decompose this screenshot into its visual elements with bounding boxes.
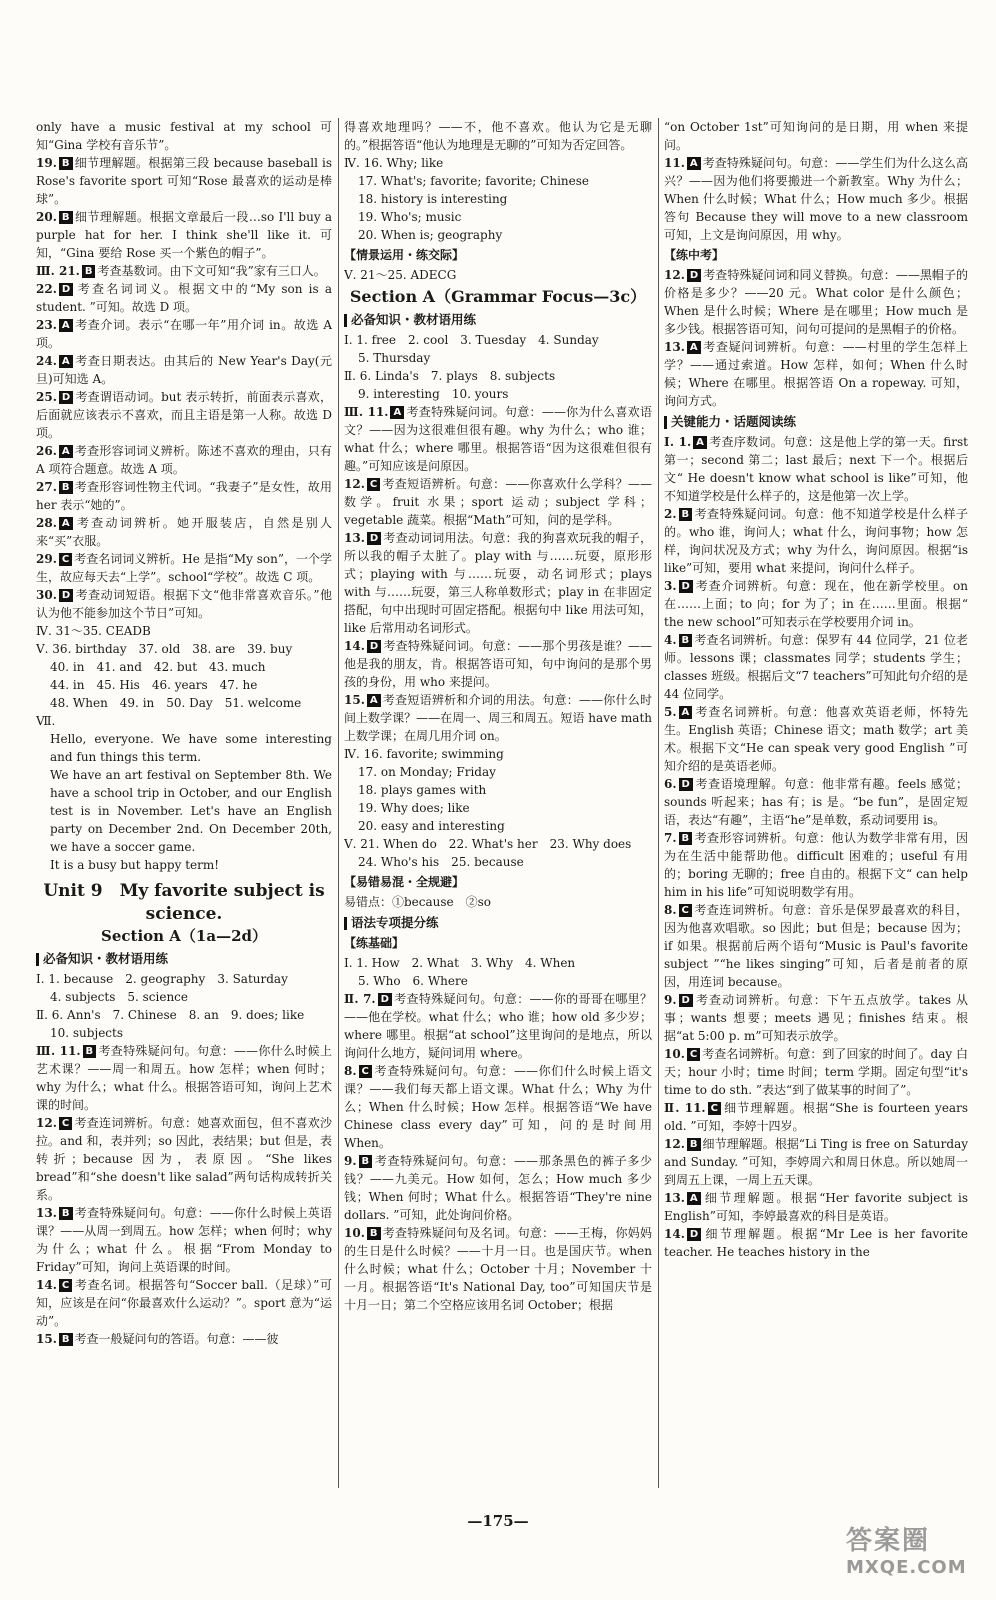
section-bar-marker	[344, 314, 347, 327]
item-explanation: 细节理解题。根据“She is fourteen years old. ”可知，李婷十四岁。	[664, 1101, 968, 1133]
watermark-url: MXQE.COM	[846, 1557, 967, 1578]
subsection-heading: 【情景运用・练交际】	[344, 248, 465, 262]
answer-choice-badge: A	[687, 341, 701, 354]
item-number: 8.	[664, 903, 677, 917]
answer-item	[36, 550, 332, 586]
answer-item	[664, 1225, 968, 1261]
item-explanation: 考查动词词用法。句意：我的狗喜欢玩我的帽子，所以我的帽子太脏了。play with 与……玩耍，原形形式；playing with 与……玩耍，动名词形式；plays with 与……玩耍，第三人称单数形式；play in 在非固定搭配，句中出现时可固定搭配。根据句中 like 用法可知，like 后常用动名词形式。	[344, 531, 652, 635]
answer-item	[664, 991, 968, 1045]
item-explanation: 考查介词。表示“在哪一年”用介词 in。故选 A 项。	[36, 318, 332, 350]
text-line: Ⅰ. 1. free 2. cool 3. Tuesday 4. Sunday	[344, 333, 599, 347]
answer-choice-badge: A	[693, 436, 707, 449]
answer-item	[36, 1114, 332, 1204]
answer-item	[36, 586, 332, 622]
column-right	[664, 118, 968, 1488]
answer-choice-badge: C	[59, 553, 72, 566]
answer-choice-badge: A	[59, 355, 73, 368]
answer-item	[664, 703, 968, 775]
text-line-indented: Hello, everyone. We have some interesting and fun things this term.	[50, 732, 332, 764]
answer-choice-badge: D	[367, 640, 381, 653]
answer-item	[664, 775, 968, 829]
section-bar	[664, 413, 968, 431]
text-line-indented: 40. in 41. and 42. but 43. much	[50, 660, 266, 674]
item-number: 9.	[664, 993, 677, 1007]
item-explanation: 考查名词。根据答句“Soccer ball.（足球）”可知，应该是在问“你最喜欢什么运动？”。sport 意为“运动”。	[36, 1278, 332, 1328]
text-line-indented: 18. history is interesting	[358, 192, 508, 206]
answer-choice-badge: C	[367, 478, 380, 491]
answer-item	[664, 266, 968, 338]
item-explanation: 考查名词词义辨析。He 是指“My son”，一个学生，故应每天去“上学”。school“学校”。故选 C 项。	[36, 552, 332, 584]
answer-item	[36, 154, 332, 208]
column-middle	[344, 118, 652, 1488]
text-line-indented: 20. When is; geography	[358, 228, 503, 242]
item-number: 29.	[36, 552, 57, 566]
section-bar	[344, 914, 652, 932]
answer-choice-badge: C	[679, 904, 692, 917]
item-number: 23.	[36, 318, 57, 332]
answer-item	[344, 691, 652, 745]
text-line: only have a music festival at my school 可知“Gina 学校有音乐节”。	[36, 120, 332, 152]
answer-choice-badge: D	[378, 993, 392, 1006]
item-explanation: 考查序数词。句意：这是他上学的第一天。first 第一；second 第二；last 最后；next 下一个。根据后文“ He doesn't know what school is like”可知，他不知道学校是什么样子的，这是他第一次上学。	[664, 435, 968, 503]
item-number: 15.	[36, 1332, 57, 1346]
answer-item	[36, 478, 332, 514]
answer-choice-badge: D	[59, 589, 73, 602]
answer-choice-badge: B	[687, 1138, 701, 1151]
item-explanation: 考查日期表达。由其后的 New Year's Day(元旦)可知选 A。	[36, 354, 332, 386]
item-explanation: 考查谓语动词。but 表示转折，前面表示喜欢，后面就应该表示不喜欢，而且主语是第一人称。故选 D 项。	[36, 390, 332, 440]
answer-choice-badge: D	[59, 391, 73, 404]
answer-item	[36, 316, 332, 352]
answer-item	[664, 505, 968, 577]
answer-choice-badge: C	[59, 1279, 72, 1292]
text-line: Ⅶ.	[36, 714, 56, 728]
answer-choice-badge: B	[679, 832, 693, 845]
answer-item	[664, 1189, 968, 1225]
subsection-heading: 【易错易混・全规避】	[344, 875, 465, 889]
section-bar-marker	[36, 953, 39, 966]
answer-item	[36, 388, 332, 442]
item-number: 8.	[344, 1064, 357, 1078]
item-explanation: 考查特殊疑问句。句意：——那条黑色的裤子多少钱？——九美元。How 如何，怎么；How much 多少钱；When 何时；What 什么。根据答语“They're nine dollars. ”可知，此处询问价格。	[344, 1154, 652, 1222]
answer-item	[36, 1330, 332, 1348]
item-number: 25.	[36, 390, 57, 404]
answer-choice-badge: B	[59, 157, 73, 170]
item-number: 19.	[36, 156, 57, 170]
item-number: Ⅲ. 11.	[36, 1044, 81, 1058]
item-number: 9.	[344, 1154, 357, 1168]
item-number: Ⅲ. 11.	[344, 405, 389, 419]
answer-choice-badge: B	[59, 1333, 73, 1346]
answer-choice-badge: B	[83, 1045, 97, 1058]
item-explanation: 考查短语辨析。句意：——你喜欢什么学科？——数学。fruit 水果；sport 运动；subject 学科；vegetable 蔬菜。根据“Math”可知，问的是学科。	[344, 477, 652, 527]
item-number: Ⅲ. 21.	[36, 264, 80, 278]
text-line: 易错点：①because ②so	[344, 895, 492, 909]
answer-item	[664, 1045, 968, 1099]
item-explanation: 考查名词辨析。句意：他喜欢英语老师，怀特先生。English 英语；Chinese 语文；math 数学；art 美术。根据下文“He can speak very good English ”可知介绍的是英语老师。	[664, 705, 968, 773]
answer-choice-badge: B	[359, 1155, 373, 1168]
answer-item	[36, 1042, 332, 1114]
text-line: Ⅴ. 36. birthday 37. old 38. are 39. buy	[36, 642, 293, 656]
item-number: 14.	[36, 1278, 57, 1292]
item-explanation: 考查特殊疑问句。句意：——你什么时候上英语课？——从周一到周五。how 怎样；when 何时；why 为什么；what 什么。根据“From Monday to Friday”可知，询问上英语课的时间。	[36, 1206, 332, 1274]
item-number: 26.	[36, 444, 57, 458]
text-line-indented: 4. subjects 5. science	[50, 990, 188, 1004]
item-explanation: 考查特殊疑问句。句意：——学生们为什么这么高兴？——因为他们将要搬进一个新教室。Why 为什么；When 什么时候；What 什么；How much 多少。根据答句 Because they will move to a new classroom 可知，上文是询问原因，用 why。	[664, 156, 968, 242]
answer-item	[344, 1224, 652, 1314]
item-number: 22.	[36, 282, 57, 296]
section-title: Section A（1a—2d）	[101, 927, 267, 945]
section-bar-title: 关键能力・话题阅读练	[671, 414, 797, 429]
item-explanation: 考查疑问词辨析。句意：——村里的学生怎样上学？——通过索道。How 怎样，如何；When 什么时候；Where 在哪里。根据答语 On a ropeway. 可知，询问方式。	[664, 340, 968, 408]
item-number: 7.	[664, 831, 677, 845]
answer-choice-badge: B	[59, 1207, 73, 1220]
answer-item	[36, 262, 332, 280]
item-explanation: 细节理解题。根据“Li Ting is free on Saturday and Sunday. ”可知，李婷周六和周日休息。所以她周一到周五上课，一周上五天课。	[664, 1137, 968, 1187]
text-line-indented: 17. on Monday; Friday	[358, 765, 496, 779]
watermark-logo	[846, 1520, 974, 1580]
text-line: Ⅴ. 21. When do 22. What's her 23. Why does	[344, 837, 632, 851]
item-explanation: 细节理解题。根据第三段 because baseball is Rose's favorite sport 可知“Rose 最喜欢的运动是棒球”。	[36, 156, 332, 206]
subsection-heading: 【练中考】	[664, 248, 725, 262]
page-number: —175—	[467, 1512, 529, 1530]
text-line-indented: 5. Who 6. Where	[358, 974, 468, 988]
item-explanation: 考查短语辨析和介词的用法。句意：——你什么时间上数学课？——在周一、周三和周五。短语 have math 上数学课；在周几用介词 on。	[344, 693, 652, 743]
answer-choice-badge: A	[59, 517, 73, 530]
item-explanation: 细节理解题。根据“Her favorite subject is English”可知，李婷最喜欢的科目是英语。	[664, 1191, 968, 1223]
item-number: 24.	[36, 354, 57, 368]
item-explanation: 考查名词辨析。句意：保罗有 44 位同学，21 位老师。lessons 课；classmates 同学；students 学生；classes 班级。根据后文“7 teachers”可知此句介绍的是 44 位同学。	[664, 633, 968, 701]
item-number: Ⅱ. 7.	[344, 992, 376, 1006]
section-bar-title: 必备知识・教材语用练	[43, 951, 169, 966]
item-number: 27.	[36, 480, 57, 494]
text-line: Ⅴ. 21～25. ADECG	[344, 268, 457, 282]
item-number: Ⅰ. 1.	[664, 435, 692, 449]
answer-item	[36, 514, 332, 550]
text-line-indented: 17. What's; favorite; favorite; Chinese	[358, 174, 589, 188]
answer-page	[0, 118, 996, 1558]
item-explanation: 考查形容词词义辨析。陈述不喜欢的理由，只有 A 项符合题意。故选 A 项。	[36, 444, 332, 476]
answer-item	[664, 1099, 968, 1135]
item-explanation: 考查名词辨析。句意：到了回家的时间了。day 白天；hour 小时；time 时间；term 学期。固定句型“it's time to do sth. ”表达“到了做某事的时间了”。	[664, 1047, 968, 1097]
answer-choice-badge: C	[59, 1117, 72, 1130]
item-number: 5.	[664, 705, 677, 719]
item-number: 28.	[36, 516, 57, 530]
answer-item	[664, 577, 968, 631]
section-bar-marker	[344, 917, 347, 930]
item-number: 14.	[664, 1227, 685, 1241]
item-number: 10.	[664, 1047, 685, 1061]
answer-item	[664, 829, 968, 901]
text-line: Ⅱ. 6. Ann's 7. Chinese 8. an 9. does; like	[36, 1008, 305, 1022]
unit-title: Unit 9 My favorite subject is science.	[43, 881, 325, 924]
column-divider	[658, 118, 659, 1488]
item-number: 14.	[344, 639, 365, 653]
answer-choice-badge: B	[82, 265, 96, 278]
text-line-indented: 10. subjects	[50, 1026, 123, 1040]
answer-choice-badge: A	[390, 406, 404, 419]
subsection-heading: 【练基础】	[344, 936, 405, 950]
answer-choice-badge: B	[367, 1227, 381, 1240]
answer-item	[664, 1135, 968, 1189]
item-number: 3.	[664, 579, 677, 593]
answer-item	[36, 442, 332, 478]
watermark-text: 答案圈	[846, 1526, 931, 1556]
answer-item	[36, 352, 332, 388]
text-line-indented: 9. interesting 10. yours	[358, 387, 509, 401]
item-explanation: 考查形容词性物主代词。“我妻子”是女性，故用 her 表示“她的”。	[36, 480, 332, 512]
answer-choice-badge: B	[679, 634, 693, 647]
text-line-indented: 19. Why does; like	[358, 801, 470, 815]
item-explanation: 考查特殊疑问词。句意：——那个男孩是谁？——他是我的朋友，肯。根据答语可知，句中询问的是那个男孩的身份，用 who 来提问。	[344, 639, 652, 689]
item-explanation: 考查形容词辨析。句意：他认为数学非常有用，因为在生活中能帮助他。difficult 困难的；useful 有用的；boring 无聊的；free 自由的。根据下文“ can help him in his life”可知说明数学有用。	[664, 831, 968, 899]
text-line: Ⅳ. 16. Why; like	[344, 156, 444, 170]
text-line: Ⅳ. 31～35. CEADB	[36, 624, 151, 638]
answer-choice-badge: A	[59, 319, 73, 332]
text-line-indented: 48. When 49. in 50. Day 51. welcome	[50, 696, 302, 710]
answer-choice-badge: B	[679, 508, 693, 521]
answer-choice-badge: D	[679, 580, 693, 593]
answer-choice-badge: C	[359, 1065, 372, 1078]
answer-choice-badge: A	[687, 1192, 701, 1205]
answer-choice-badge: C	[708, 1102, 721, 1115]
item-number: 13.	[664, 340, 685, 354]
item-number: 12.	[664, 1137, 685, 1151]
answer-choice-badge: D	[687, 269, 701, 282]
item-number: 20.	[36, 210, 57, 224]
answer-item	[36, 208, 332, 262]
item-number: 13.	[36, 1206, 57, 1220]
answer-choice-badge: B	[59, 211, 73, 224]
item-number: 12.	[36, 1116, 57, 1130]
item-explanation: 考查特殊疑问句。句意：——你的哥哥在哪里？——他在学校。what 什么；who 谁；how old 多少岁；where 哪里。根据“at school”这里询问的是地点，所以询问什么地方，疑问词用 where。	[344, 992, 652, 1060]
text-line: “on October 1st”可知询问的是日期，用 when 来提问。	[664, 120, 968, 152]
item-explanation: 考查连词辨析。句意：音乐是保罗最喜欢的科目，因为他喜欢唱歌。so 因此；but 但是；because 因为；if 如果。根据前后两个语句“Music is Paul's favorite subject ”“he likes singing”可知，后者是前者的原因，用连词 because。	[664, 903, 968, 989]
text-line-indented: 24. Who's his 25. because	[358, 855, 524, 869]
item-explanation: 考查动词短语。根据下文“他非常喜欢音乐。”他认为他不能参加这个节日”可知。	[36, 588, 332, 620]
answer-choice-badge: B	[59, 481, 73, 494]
item-explanation: 考查介词辨析。句意：现在，他在新学校里。on 在……上面；to 向；for 为了；in 在……里面。根据“ the new school”可知表示在学校要用介词 in。	[664, 579, 968, 629]
item-number: 30.	[36, 588, 57, 602]
item-number: 13.	[344, 531, 365, 545]
item-number: 11.	[664, 156, 685, 170]
item-explanation: 考查特殊疑问词和同义替换。句意：——黑帽子的价格是多少？——20 元。What color 是什么颜色；When 是什么时候；Where 是在哪里；How much 是多少钱。根据答语可知，问句可提问的是黑帽子的价格。	[664, 268, 968, 336]
item-explanation: 细节理解题。根据“Mr Lee is her favorite teacher. He teaches history in the	[664, 1227, 968, 1259]
answer-choice-badge: A	[367, 694, 381, 707]
item-explanation: 考查语境理解。句意：他非常有趣。feels 感觉；sounds 听起来；has 有；is 是。“be fun”，是固定短语，表达“有趣”，主语“he”是单数，系动词要用 is。	[664, 777, 968, 827]
text-line-indented: 18. plays games with	[358, 783, 487, 797]
section-bar-marker	[664, 416, 667, 429]
text-line-indented: 20. easy and interesting	[358, 819, 505, 833]
answer-item	[344, 990, 652, 1062]
text-line: 得喜欢地理吗？——不，他不喜欢。他认为它是无聊的。”根据答语“他认为地理是无聊的”可知为否定回答。	[344, 120, 652, 152]
answer-item	[36, 280, 332, 316]
item-number: Ⅱ. 11.	[664, 1101, 706, 1115]
item-explanation: 考查特殊疑问词。句意：他不知道学校是什么样子的。who 谁，询问人；what 什么，询问事物；how 怎样，询问状况及方式；why 为什么，询问原因。根据“is like”可知，要用 what 来提问，询问什么样子。	[664, 507, 968, 575]
text-line-indented: It is a busy but happy term!	[50, 858, 220, 872]
item-number: 2.	[664, 507, 677, 521]
answer-item	[36, 1204, 332, 1276]
answer-choice-badge: C	[687, 1048, 700, 1061]
item-explanation: 考查特殊疑问句。句意：——你们什么时候上语文课？——我们每天都上语文课。What 什么；Why 为什么；When 什么时候；How 怎样。根据答语“We have Chinese class every day”可知，问的是时间用 When。	[344, 1064, 652, 1150]
item-explanation: 考查一般疑问句的答语。句意：——彼	[74, 1332, 279, 1346]
text-line-indented: 44. in 45. His 46. years 47. he	[50, 678, 258, 692]
section-bar	[344, 311, 652, 329]
text-line-indented: We have an art festival on September 8th. We have a school trip in October, and our English test is in November. Let's have an English party on December 2nd. On December 20th, we have a soccer game.	[50, 768, 332, 854]
text-line-indented: 19. Who's; music	[358, 210, 462, 224]
answer-choice-badge: D	[59, 283, 73, 296]
text-line: Ⅰ. 1. because 2. geography 3. Saturday	[36, 972, 288, 986]
answer-choice-badge: D	[679, 994, 693, 1007]
item-number: 4.	[664, 633, 677, 647]
text-line: Ⅱ. 6. Linda's 7. plays 8. subjects	[344, 369, 556, 383]
answer-item	[664, 631, 968, 703]
text-line-indented: 5. Thursday	[358, 351, 431, 365]
item-number: 15.	[344, 693, 365, 707]
answer-choice-badge: D	[679, 778, 693, 791]
text-line: Ⅰ. 1. How 2. What 3. Why 4. When	[344, 956, 576, 970]
answer-choice-badge: A	[59, 445, 73, 458]
item-explanation: 考查动词辨析。她开服装店，自然是别人来“买”衣服。	[36, 516, 332, 548]
column-left	[36, 118, 332, 1488]
column-divider	[338, 118, 339, 1488]
answer-choice-badge: A	[687, 157, 701, 170]
item-explanation: 考查特殊疑问句及名词。句意：——王梅，你妈妈的生日是什么时候？——十月一日。也是国庆节。when 什么时候；what 什么；October 十月；November 十一月。根据答语“It's National Day, too”可知国庆节是十月一日；第二个空格应该用名词 October；根据	[344, 1226, 652, 1312]
answer-item	[344, 403, 652, 475]
section-title: Section A（Grammar Focus—3c）	[349, 287, 647, 306]
item-number: 10.	[344, 1226, 365, 1240]
item-number: 13.	[664, 1191, 685, 1205]
answer-item	[344, 529, 652, 637]
answer-choice-badge: A	[679, 706, 693, 719]
answer-item	[344, 475, 652, 529]
answer-item	[344, 637, 652, 691]
answer-choice-badge: D	[367, 532, 381, 545]
item-explanation: 考查基数词。由下文可知“我”家有三口人。	[97, 264, 326, 278]
section-bar-title: 必备知识・教材语用练	[351, 312, 477, 327]
answer-item	[344, 1062, 652, 1152]
item-explanation: 考查特殊疑问句。句意：——你什么时候上艺术课？——周一和周五。how 怎样；when 何时；why 为什么；what 什么。根据答语可知，询问上艺术课的时间。	[36, 1044, 332, 1112]
item-explanation: 考查特殊疑问词。句意：——你为什么喜欢语文？——因为这很难但很有趣。why 为什么；who 谁；what 什么；where 哪里。根据答语“因为这很难但很有趣。”可知应该是问原因。	[344, 405, 652, 473]
item-explanation: 考查动词辨析。句意：下午五点放学。takes 从事；wants 想要；meets 遇见；finishes 结束。根据“at 5:00 p. m”可知表示放学。	[664, 993, 968, 1043]
answer-item	[344, 1152, 652, 1224]
item-explanation: 考查连词辨析。句意：她喜欢面包，但不喜欢沙拉。and 和，表并列；so 因此，表结果；but 但是，表转折；because 因为，表原因。“She likes bread”和“she doesn't like salad”两句话构成转折关系。	[36, 1116, 332, 1202]
answer-item	[664, 901, 968, 991]
answer-item	[664, 338, 968, 410]
section-bar	[36, 950, 332, 968]
item-number: 12.	[344, 477, 365, 491]
text-line: Ⅳ. 16. favorite; swimming	[344, 747, 504, 761]
section-bar-title: 语法专项提分练	[351, 915, 439, 930]
item-explanation: 细节理解题。根据文章最后一段…so I'll buy a purple hat for her. I think she'll like it. 可知，“Gina 要给 Rose 买一个紫色的帽子”。	[36, 210, 332, 260]
item-number: 12.	[664, 268, 685, 282]
item-explanation: 考查名词词义。根据文中的“My son is a student. ”可知。故选 D 项。	[36, 282, 332, 314]
answer-item	[664, 433, 968, 505]
answer-item	[36, 1276, 332, 1330]
item-number: 6.	[664, 777, 677, 791]
answer-choice-badge: D	[687, 1228, 701, 1241]
answer-item	[664, 154, 968, 244]
